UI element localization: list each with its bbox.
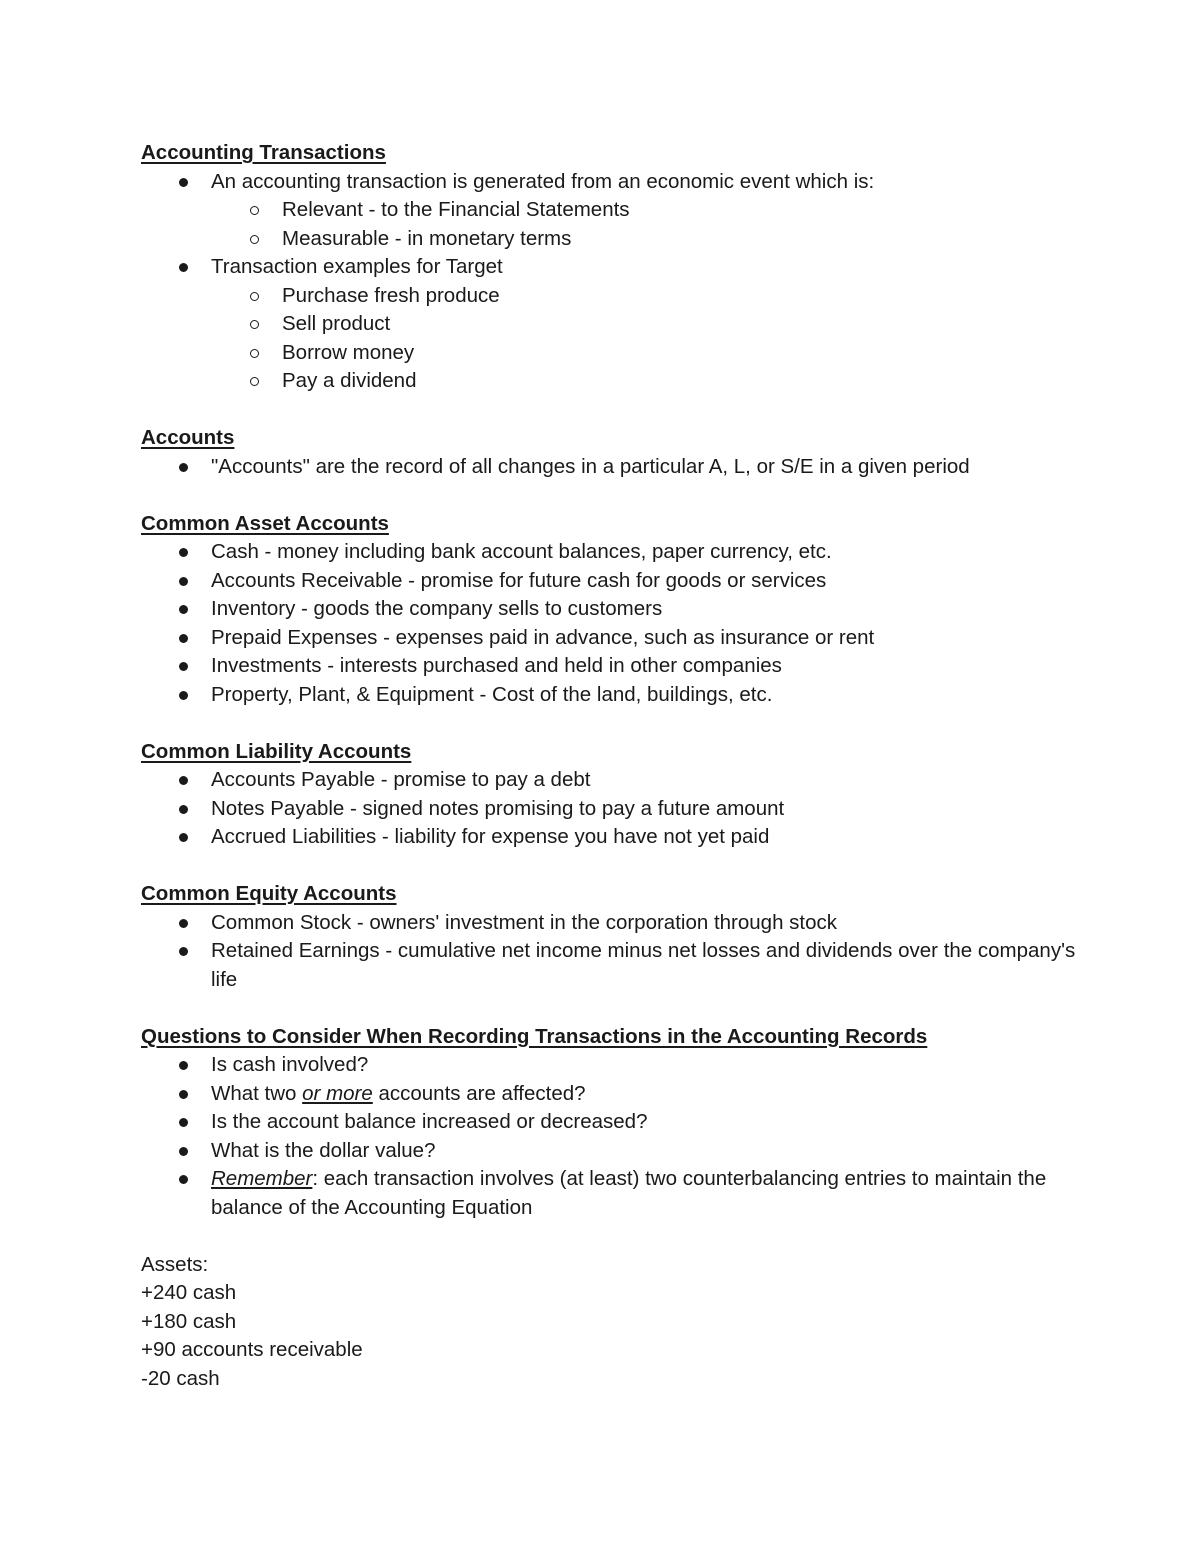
list-item-text-pre: What two [211, 1081, 303, 1105]
list-item-text: Accounts Receivable - promise for future cash for goods or services [211, 568, 827, 592]
list-item [141, 652, 1101, 681]
list-subitem-text: Sell product [282, 312, 391, 335]
list-item-text: Transaction examples for Target [211, 255, 503, 278]
list-item [141, 253, 1101, 282]
asset-line: +180 cash [141, 1309, 237, 1333]
hollow-bullet-icon [250, 377, 259, 386]
list-item [141, 168, 1101, 197]
bullet-icon [179, 776, 188, 785]
list-item [141, 538, 1101, 567]
list-subitem-text: Measurable - in monetary terms [282, 226, 572, 250]
list-item [141, 567, 1101, 596]
bullet-icon [179, 919, 188, 928]
list-item-text-post: accounts are affected? [372, 1081, 586, 1105]
hollow-bullet-icon [250, 235, 259, 244]
emphasis-text: Remember [211, 1167, 313, 1190]
spacer [141, 709, 1101, 738]
list-subitem-text: Pay a dividend [282, 369, 417, 392]
list-item [141, 909, 1101, 938]
list-item-text: Accrued Liabilities - liability for expense you have not yet paid [211, 825, 770, 848]
list-item [141, 1137, 1101, 1166]
bullet-icon [179, 662, 188, 671]
hollow-bullet-icon [250, 349, 259, 358]
bullet-icon [179, 1118, 188, 1127]
liability-accounts-list [141, 766, 1101, 852]
list-subitem [141, 367, 1101, 396]
list-item [141, 1165, 1101, 1222]
heading-accounting-transactions: Accounting Transactions [141, 141, 386, 164]
list-item-text: Accounts Payable - promise to pay a debt [211, 768, 591, 791]
hollow-bullet-icon [250, 320, 259, 329]
questions-list [141, 1051, 1101, 1222]
list-item [141, 766, 1101, 795]
list-item-text: What is the dollar value? [211, 1138, 436, 1162]
bullet-icon [179, 634, 188, 643]
list-item-text-post: : each transaction involves (at least) two counterbalancing entries to maintain the balance of the Accounting Equation [211, 1167, 1047, 1219]
list-subitem [141, 339, 1101, 368]
heading-liability-accounts: Common Liability Accounts [141, 739, 412, 763]
list-item [141, 453, 1101, 482]
asset-line: -20 cash [141, 1366, 220, 1390]
asset-accounts-list [141, 538, 1101, 709]
list-item-text: Is cash involved? [211, 1053, 369, 1076]
bullet-icon [179, 1061, 188, 1070]
bullet-icon [179, 605, 188, 614]
bullet-icon [179, 1090, 188, 1099]
heading-asset-accounts: Common Asset Accounts [141, 511, 389, 535]
list-item-text: Notes Payable - signed notes promising to pay a future amount [211, 796, 785, 820]
bullet-icon [179, 1175, 188, 1184]
list-item [141, 1108, 1101, 1137]
list-item-text: Retained Earnings - cumulative net income minus net losses and dividends over the company's life [211, 939, 1076, 991]
list-item-text: An accounting transaction is generated from an economic event which is: [211, 169, 875, 193]
list-item [141, 624, 1101, 653]
list-item [141, 795, 1101, 824]
spacer [141, 994, 1101, 1023]
spacer [141, 481, 1101, 510]
bullet-icon [179, 947, 188, 956]
emphasis-text: or more [302, 1081, 373, 1105]
list-subitem-text: Relevant - to the Financial Statements [282, 198, 630, 221]
list-item [141, 1080, 1101, 1109]
list-subitem-text: Borrow money [282, 340, 415, 364]
bullet-icon [179, 548, 188, 557]
bullet-icon [179, 1147, 188, 1156]
list-item-text: Prepaid Expenses - expenses paid in advance, such as insurance or rent [211, 625, 875, 649]
list-item [141, 937, 1101, 994]
list-item [141, 823, 1101, 852]
list-item-text: Property, Plant, & Equipment - Cost of the land, buildings, etc. [211, 682, 773, 706]
assets-label: Assets: [141, 1252, 209, 1276]
asset-line: +90 accounts receivable [141, 1338, 363, 1361]
list-subitem [141, 282, 1101, 311]
bullet-icon [179, 577, 188, 586]
bullet-icon [179, 463, 188, 472]
list-item-text: Investments - interests purchased and held in other companies [211, 654, 782, 677]
bullet-icon [179, 805, 188, 814]
list-item-text: Is the account balance increased or decreased? [211, 1110, 648, 1133]
bullet-icon [179, 691, 188, 700]
spacer [141, 1222, 1101, 1251]
hollow-bullet-icon [250, 206, 259, 215]
list-subitem-text: Purchase fresh produce [282, 283, 500, 307]
heading-questions: Questions to Consider When Recording Transactions in the Accounting Records [141, 1024, 928, 1048]
bullet-icon [179, 833, 188, 842]
spacer [141, 852, 1101, 881]
list-item [141, 1051, 1101, 1080]
accounts-list [141, 453, 1101, 482]
list-item-text: Inventory - goods the company sells to customers [211, 597, 663, 620]
list-item-text: "Accounts" are the record of all changes in a particular A, L, or S/E in a given period [211, 454, 970, 478]
heading-accounts: Accounts [141, 426, 235, 449]
list-subitem [141, 310, 1101, 339]
spacer [141, 396, 1101, 425]
heading-equity-accounts: Common Equity Accounts [141, 882, 397, 905]
list-item-text: Common Stock - owners' investment in the corporation through stock [211, 910, 838, 934]
document-page [141, 139, 1101, 1393]
bullet-icon [179, 178, 188, 187]
hollow-bullet-icon [250, 292, 259, 301]
transactions-list [141, 168, 1101, 396]
equity-accounts-list [141, 909, 1101, 995]
bullet-icon [179, 263, 188, 272]
list-item-text: Cash - money including bank account balances, paper currency, etc. [211, 540, 832, 563]
list-item [141, 681, 1101, 710]
list-item [141, 595, 1101, 624]
asset-line: +240 cash [141, 1281, 237, 1304]
list-subitem [141, 196, 1101, 225]
list-subitem [141, 225, 1101, 254]
